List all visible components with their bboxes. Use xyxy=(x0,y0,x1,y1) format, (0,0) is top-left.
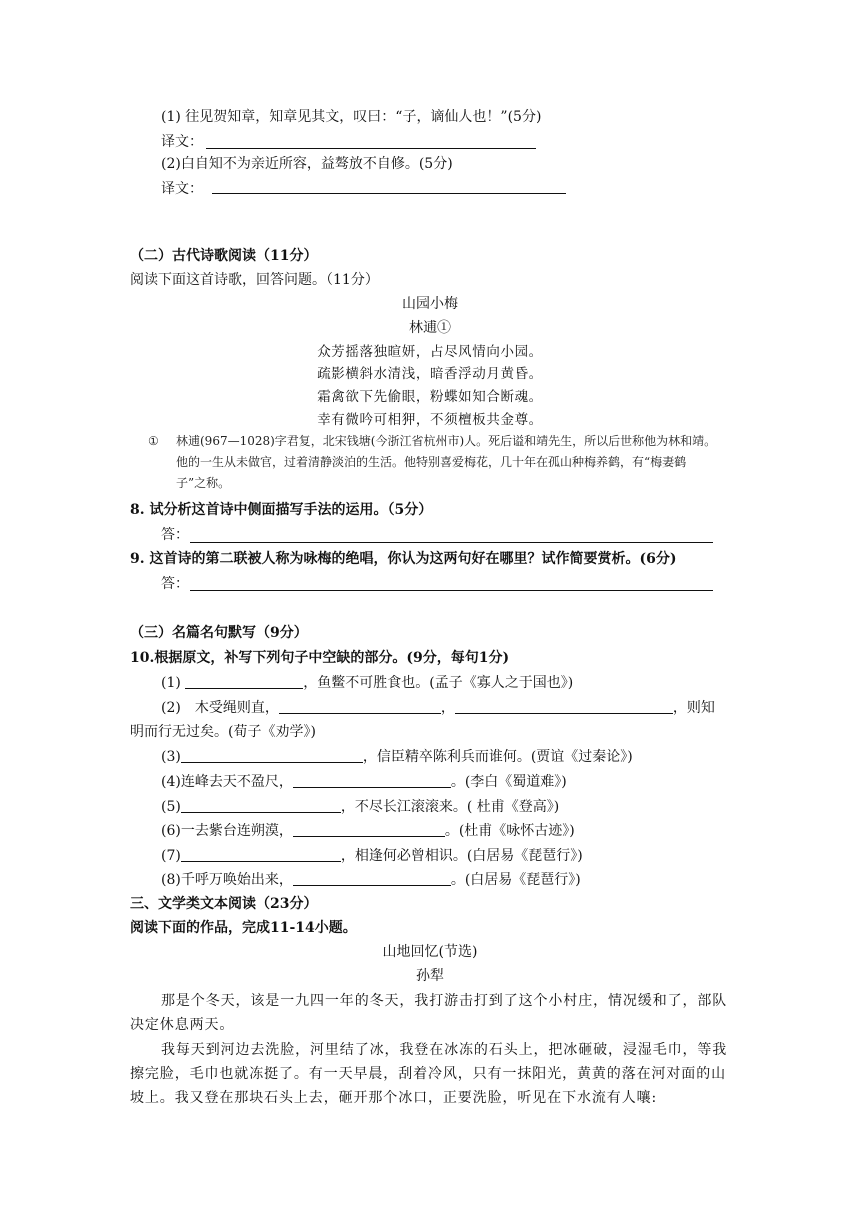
answer-line xyxy=(190,590,713,591)
answer-line xyxy=(212,193,566,194)
item-text: ，相逢何必曾相识。(白居易《琵琶行》) xyxy=(340,848,583,864)
poem-author: 林逋① xyxy=(409,320,451,336)
translation-question-2: (2)白自知不为亲近所容，益骜放不自修。(5分) xyxy=(161,156,453,172)
poem-line: 霜禽欲下先偷眼，粉蝶如知合断魂。 xyxy=(317,389,543,405)
fill-blank xyxy=(293,822,445,837)
poem-line: 疏影横斜水清浅，暗香浮动月黄昏。 xyxy=(317,366,543,382)
passage-line: 那是个冬天，该是一九四一年的冬天，我打游击打到了这个小村庄，情况缓和了，部队 xyxy=(161,993,728,1009)
item-text: (7) xyxy=(161,848,181,864)
footnote-line: 子”之称。 xyxy=(176,476,231,490)
item-text: (2) 木受绳则直， xyxy=(161,700,279,716)
footnote-line: 林逋(967—1028)字君复，北宋钱塘(今浙江省杭州市)人。死后谥和靖先生，所以后世称他为林和靖。 xyxy=(176,434,717,448)
item-text: ，不尽长江滚滚来。( 杜甫《登高》) xyxy=(340,799,560,815)
answer-line xyxy=(206,148,536,149)
poetry-instruction: 阅读下面这首诗歌，回答问题。（11分） xyxy=(130,272,379,288)
literature-instruction: 阅读下面的作品，完成11-14小题。 xyxy=(130,920,357,936)
fill-item-7 xyxy=(161,846,583,866)
passage-line: 擦完脸，毛巾也就冻挺了。有一天早晨，刮着冷风，只有一抹阳光，黄黄的落在河对面的山 xyxy=(130,1066,726,1082)
item-text: ， xyxy=(440,700,455,716)
passage-line: 决定休息两天。 xyxy=(130,1017,235,1033)
translation-question-1: (1) 往见贺知章，知章见其文，叹曰：“子，谪仙人也！”(5分) xyxy=(161,109,542,125)
section-heading-literature: 三、文学类文本阅读（23分） xyxy=(130,896,318,912)
fill-item-5 xyxy=(161,797,559,817)
item-text: 。(白居易《琵琶行》) xyxy=(450,872,581,888)
question-9: 9. 这首诗的第二联被人称为咏梅的绝唱，你认为这两句好在哪里？试作简要赏析。(6分) xyxy=(130,551,677,567)
footnote-marker: ① xyxy=(148,434,159,448)
translation-label-1: 译文： xyxy=(161,134,203,150)
item-text: (8)千呼万唤始出来， xyxy=(161,872,293,888)
fill-item-1 xyxy=(161,673,573,693)
question-8: 8. 试分析这首诗中侧面描写手法的运用。（5分） xyxy=(130,502,433,518)
item-text: (6)一去紫台连朔漠， xyxy=(161,823,293,839)
section-heading-poetry: （二）古代诗歌阅读（11分） xyxy=(130,248,318,264)
fill-item-8 xyxy=(161,870,581,890)
footnote-line: 他的一生从未做官，过着清静淡泊的生活。他特别喜爱梅花，几十年在孤山种梅养鹤，有“梅妻鹤 xyxy=(176,455,687,469)
translation-label-2: 译文： xyxy=(161,181,203,197)
fill-blank xyxy=(455,699,673,714)
poem-line: 幸有微吟可相狎，不须檀板共金尊。 xyxy=(317,412,543,428)
item-text: (4)连峰去天不盈尺， xyxy=(161,774,293,790)
fill-blank xyxy=(181,748,363,763)
answer-line xyxy=(190,542,713,543)
section-heading-recitation: （三）名篇名句默写（9分） xyxy=(130,625,308,641)
item-text: (1) xyxy=(161,675,186,691)
fill-item-3 xyxy=(161,747,633,767)
fill-item-2-continued: 明而行无过矣。(荀子《劝学》) xyxy=(130,724,316,740)
fill-blank xyxy=(181,798,341,813)
fill-blank xyxy=(185,674,303,689)
passage-line: 我每天到河边去洗脸，河里结了冰，我登在冰冻的石头上，把冰砸破，浸湿毛巾，等我 xyxy=(161,1042,728,1058)
item-text: ，则知 xyxy=(672,700,715,716)
fill-item-2 xyxy=(161,698,715,718)
item-text: 。(李白《蜀道难》) xyxy=(450,774,567,790)
fill-item-6 xyxy=(161,821,575,841)
passage-line: 坡上。我又登在那块石头上去，砸开那个冰口，正要洗脸，听见在下水流有人嚷: xyxy=(130,1090,658,1106)
fill-blank xyxy=(293,871,451,886)
question-10: 10.根据原文，补写下列句子中空缺的部分。(9分，每句1分) xyxy=(130,650,510,666)
answer-label: 答： xyxy=(161,527,189,543)
item-text: (3) xyxy=(161,749,181,765)
fill-blank xyxy=(181,847,341,862)
fill-item-4 xyxy=(161,772,567,792)
poem-line: 众芳摇落独暄妍，占尽风情向小园。 xyxy=(317,344,543,360)
passage-author: 孙犁 xyxy=(416,968,444,984)
item-text: ，信臣精卒陈利兵而谁何。(贾谊《过秦论》) xyxy=(362,749,633,765)
passage-title: 山地回忆(节选) xyxy=(382,944,478,960)
fill-blank xyxy=(279,699,441,714)
fill-blank xyxy=(293,773,451,788)
poem-title: 山园小梅 xyxy=(402,296,458,312)
item-text: 。(杜甫《咏怀古迹》) xyxy=(444,823,575,839)
answer-label: 答： xyxy=(161,576,189,592)
item-text: ，鱼鳖不可胜食也。(孟子《寡人之于国也》) xyxy=(303,675,574,691)
item-text: (5) xyxy=(161,799,181,815)
